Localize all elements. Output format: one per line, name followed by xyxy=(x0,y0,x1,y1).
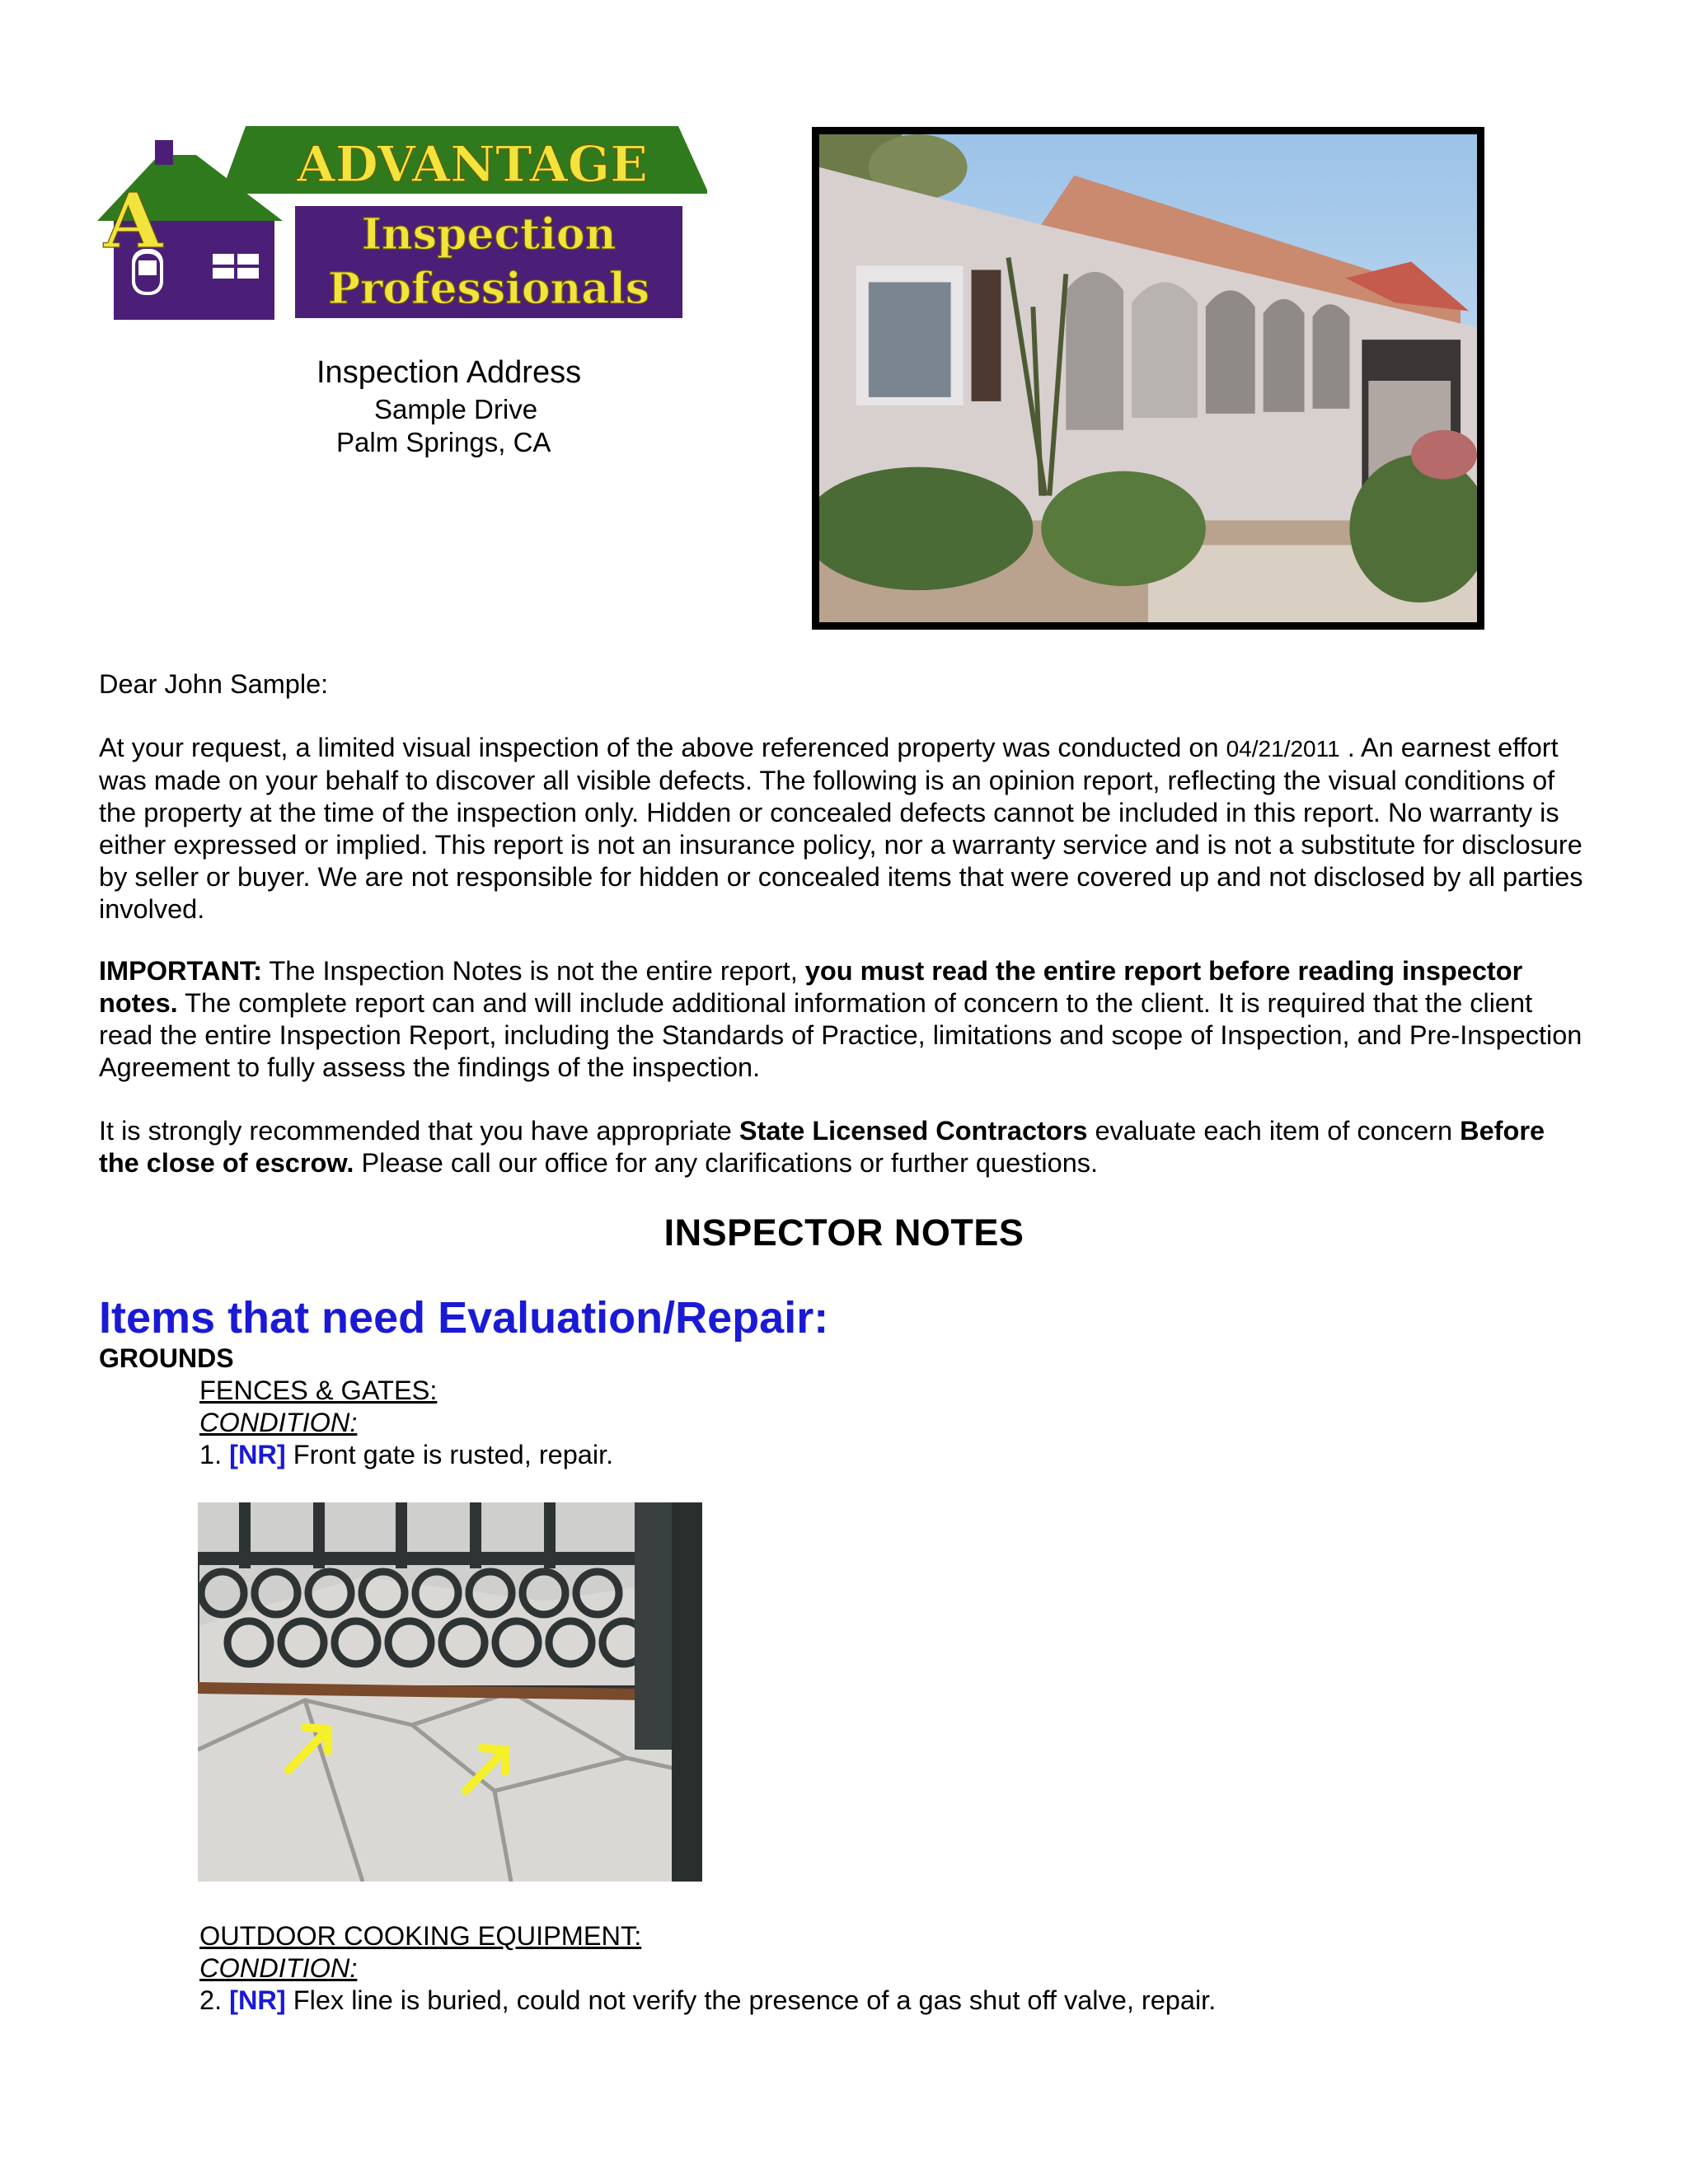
item-1-number: 1. xyxy=(199,1440,223,1469)
recommend-bold-1: State Licensed Contractors xyxy=(738,1116,1088,1146)
advantage-logo-graphic xyxy=(97,124,707,321)
rusted-gate-image xyxy=(198,1502,702,1882)
recommend-text-2: evaluate each item of concern xyxy=(1087,1116,1461,1146)
item-1-note xyxy=(199,1439,613,1471)
item-1-text: Front gate is rusted, repair. xyxy=(285,1440,614,1469)
inspector-notes-heading: INSPECTOR NOTES xyxy=(663,1212,1025,1254)
logo-letter: A xyxy=(104,176,163,265)
intro-text-start: At your request, a limited visual inspection of the above referenced property was conducted on xyxy=(99,733,1219,762)
address-heading: Inspection Address xyxy=(316,355,582,390)
important-label: IMPORTANT: xyxy=(99,956,262,986)
item-2-tag: [NR] xyxy=(229,1985,286,2015)
address-city: Palm Springs, CA xyxy=(336,427,551,457)
inspection-date: 04/21/2011 xyxy=(1226,736,1340,762)
recommend-text-3: Please call our office for any clarifications or further questions. xyxy=(354,1148,1099,1178)
house-photo-image xyxy=(819,134,1477,622)
logo-line-3: Professionals xyxy=(327,264,650,314)
item-2-number: 2. xyxy=(199,1985,223,2015)
item-1-condition: CONDITION: xyxy=(199,1408,358,1437)
logo-line-2: Inspection xyxy=(361,209,617,260)
paragraph-important xyxy=(99,955,1591,1084)
intro-text-end: . An earnest effort was made on your behalf to discover all visible defects. The following is an opinion report, reflecting the visual conditions of the property at the time of the inspection only. Hidden or concealed defects cannot be included in this report. No warranty is either expressed or implied. This report is not an insurance policy, nor a warranty service and is not a substitute for disclosure by seller or buyer. We are not responsible for hidden or concealed items that were covered up and not disclosed by all parties involved. xyxy=(99,733,1583,924)
important-text-1: The Inspection Notes is not the entire report, xyxy=(261,956,805,986)
logo-line-1: ADVANTAGE xyxy=(297,136,648,194)
item-2-note xyxy=(199,1985,1216,2017)
paragraph-recommendation xyxy=(99,1115,1591,1179)
item-2-category: OUTDOOR COOKING EQUIPMENT: xyxy=(199,1921,642,1951)
address-street: Sample Drive xyxy=(374,394,538,424)
recommend-text-1: It is strongly recommended that you have appropriate xyxy=(99,1116,739,1146)
company-logo xyxy=(97,124,707,321)
paragraph-intro xyxy=(99,732,1591,926)
salutation: Dear John Sample: xyxy=(99,669,329,699)
recommend-bold-2: Before the close of escrow. xyxy=(99,1116,1545,1178)
rusted-gate-photo xyxy=(198,1502,702,1882)
important-bold-text: you must read the entire report before reading inspector notes. xyxy=(99,956,1523,1018)
items-evaluation-heading: Items that need Evaluation/Repair: xyxy=(99,1293,829,1343)
item-1-category: FENCES & GATES: xyxy=(199,1376,438,1405)
important-text-2: The complete report can and will include additional information of concern to the client. It is required that the client read the entire Inspection Report, including the Standards of Practice, limitations and scope of Inspection, and Pre-Inspection Agreement to fully assess the findings of the inspection. xyxy=(99,988,1582,1082)
item-1-tag: [NR] xyxy=(229,1440,286,1469)
house-photo xyxy=(812,127,1484,630)
item-2-text: Flex line is buried, could not verify the presence of a gas shut off valve, repair. xyxy=(285,1985,1217,2015)
item-2-condition: CONDITION: xyxy=(199,1953,358,1983)
grounds-heading: GROUNDS xyxy=(99,1343,234,1373)
